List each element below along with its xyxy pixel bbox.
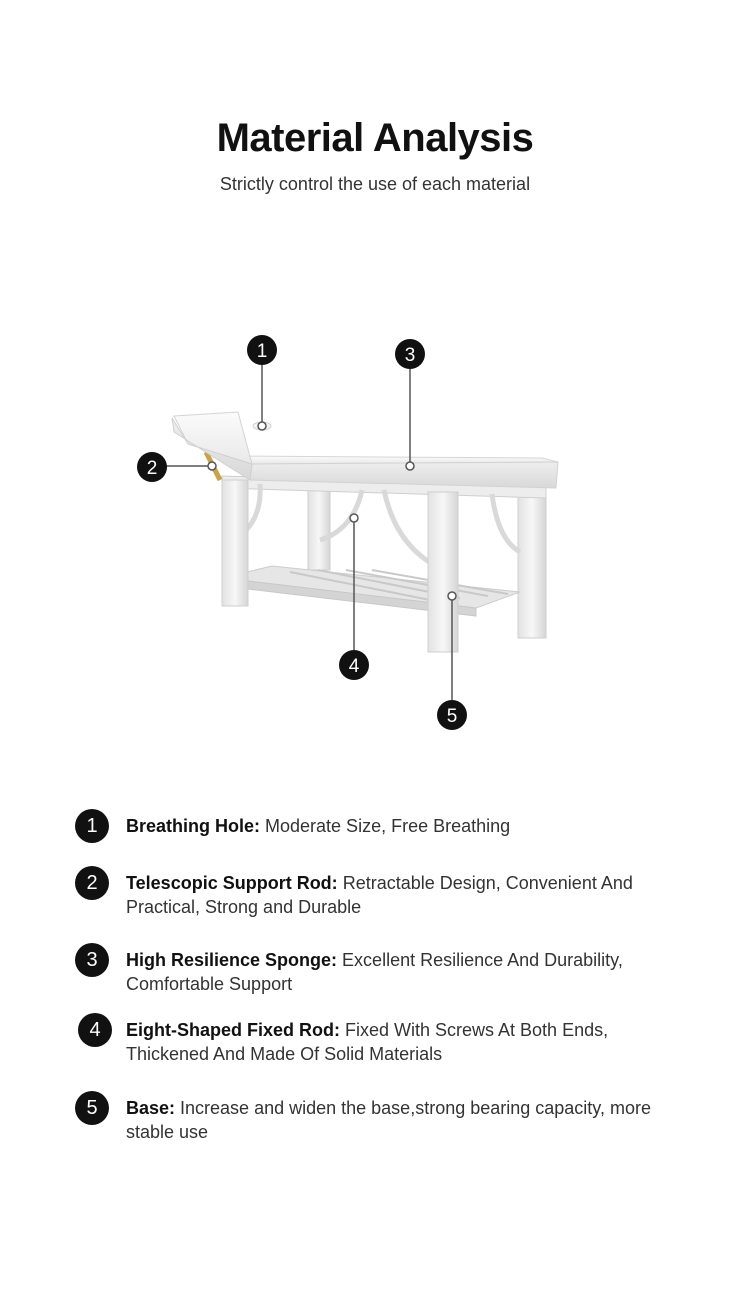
marker-1 — [247, 335, 277, 430]
feature-number-badge: 2 — [75, 866, 109, 900]
feature-term: Eight-Shaped Fixed Rod: — [126, 1020, 340, 1040]
feature-text — [126, 1018, 686, 1066]
marker-3 — [395, 339, 425, 470]
massage-bed-illustration — [0, 320, 750, 740]
feature-description: Excellent Resilience And Durability, Comfortable Support — [126, 950, 623, 994]
page-title: Material Analysis — [216, 116, 534, 160]
feature-term: Telescopic Support Rod: — [126, 873, 338, 893]
front-left-leg — [222, 480, 248, 606]
feature-text — [126, 1096, 686, 1144]
feature-text — [126, 814, 686, 838]
feature-description: Fixed With Screws At Both Ends, Thickened And Made Of Solid Materials — [126, 1020, 609, 1064]
marker-4-label: 4 — [348, 656, 360, 677]
feature-description: Retractable Design, Convenient And Practical, Strong and Durable — [126, 873, 633, 917]
feature-number-badge: 5 — [75, 1091, 109, 1125]
page-subtitle: Strictly control the use of each material — [219, 174, 531, 194]
feature-number-badge: 4 — [78, 1013, 112, 1047]
back-right-leg — [518, 490, 546, 638]
feature-term: Base: — [126, 1098, 176, 1118]
bed-drawing — [172, 412, 558, 652]
callout-markers — [137, 335, 467, 730]
back-left-leg — [308, 488, 330, 570]
feature-number-badge: 1 — [75, 809, 109, 843]
feature-number-badge: 3 — [75, 943, 109, 977]
feature-description: Moderate Size, Free Breathing — [260, 816, 511, 836]
marker-2 — [137, 452, 216, 482]
feature-text — [126, 871, 686, 919]
marker-2-label: 2 — [146, 458, 158, 479]
feature-text — [126, 948, 686, 996]
feature-term: High Resilience Sponge: — [126, 950, 338, 970]
marker-3-label: 3 — [404, 345, 416, 366]
marker-5-label: 5 — [446, 706, 458, 727]
feature-term: Breathing Hole: — [126, 816, 261, 836]
feature-description: Increase and widen the base,strong bearing capacity, more stable use — [126, 1098, 651, 1142]
marker-1-label: 1 — [256, 341, 268, 362]
front-right-leg — [428, 492, 458, 652]
